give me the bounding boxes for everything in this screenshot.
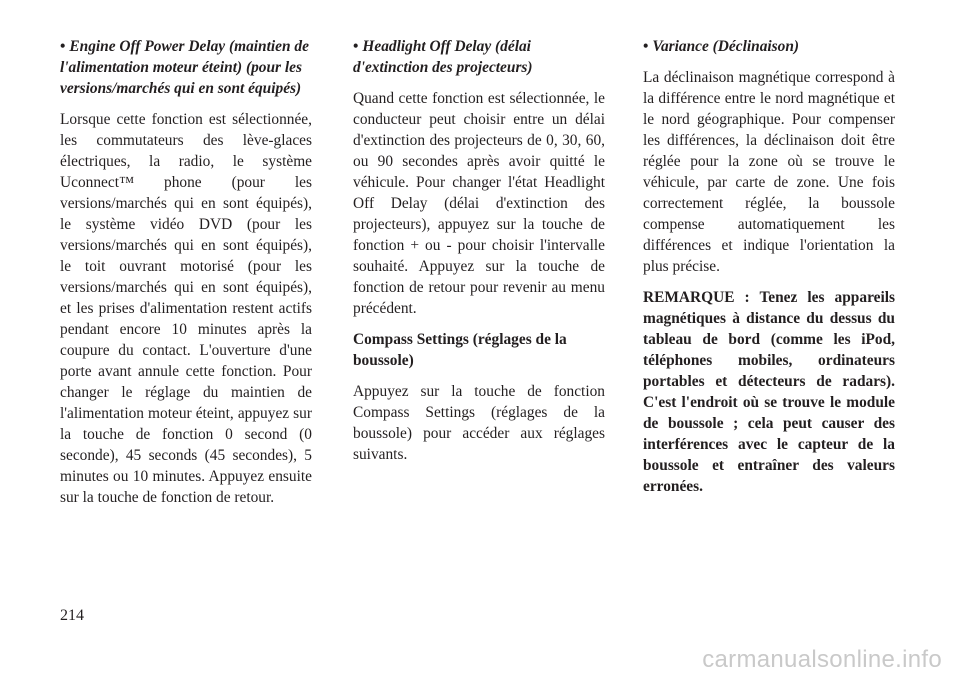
column-2 (353, 36, 605, 475)
section-heading-variance (643, 36, 895, 57)
heading-text: Variance (Déclinaison) (652, 38, 800, 55)
section-heading-compass-settings: Compass Settings (réglages de la boussole) (353, 331, 567, 369)
body-paragraph: Appuyez sur la touche de fonction Compass Settings (réglages de la boussole) pour accéder aux réglages suivants. (353, 383, 605, 463)
bullet-icon: • (643, 38, 649, 55)
heading-text: Engine Off Power Delay (maintien de l'alimentation moteur éteint) (pour les versions/marchés qui en sont équipés) (60, 38, 309, 97)
body-paragraph: La déclinaison magnétique correspond à la différence entre le nord magnétique et le nord géographique. Pour compenser les différences, la déclinaison doit être réglée pour la zone où se trouve le véhicule, par carte de zone. Une fois correctement réglée, la boussole compense automatiquement les différences et indique l'orientation la plus précise. (643, 69, 895, 275)
column-1 (60, 36, 312, 518)
column-3 (643, 36, 895, 497)
page-number: 214 (60, 607, 84, 624)
bullet-icon: • (60, 38, 66, 55)
section-heading-headlight-off-delay (353, 36, 605, 78)
body-paragraph: Lorsque cette fonction est sélectionnée, les commutateurs des lève-glaces électriques, la radio, le système Uconnect™ phone (pour les versions/marchés qui en sont équipés), le système vidéo DVD (pour les versions/marchés qui en sont équipés), le toit ouvrant motorisé (pour les versions/marchés qui en sont équipés), et les prises d'alimentation restent actifs pendant encore 10 minutes après la coupure du contact. L'ouverture d'une porte avant annule cette fonction. Pour changer le réglage du maintien de l'alimentation moteur éteint, appuyez sur la touche de fonction 0 second (0 seconde), 45 seconds (45 secondes), 5 minutes ou 10 minutes. Appuyez ensuite sur la touche de fonction de retour. (60, 111, 312, 506)
bullet-icon: • (353, 38, 359, 55)
note-paragraph: REMARQUE : Tenez les appareils magnétiques à distance du dessus du tableau de bord (comme les iPod, téléphones mobiles, ordinateurs portables et détecteurs de radars). C'est l'endroit où se trouve le module de boussole ; cela peut causer des interférences avec le capteur de la boussole et entraîner des valeurs erronées. (643, 289, 895, 495)
heading-text: Headlight Off Delay (délai d'extinction des projecteurs) (353, 38, 533, 76)
watermark: carmanualsonline.info (702, 646, 942, 673)
body-paragraph: Quand cette fonction est sélectionnée, le conducteur peut choisir entre un délai d'extinction des projecteurs de 0, 30, 60, ou 90 secondes après avoir quitté le véhicule. Pour changer l'état Headlight Off Delay (délai d'extinction des projecteurs), appuyez sur la touche de fonction + ou - pour choisir l'intervalle souhaité. Appuyez sur la touche de fonction de retour pour revenir au menu précédent. (353, 90, 605, 317)
section-heading-engine-off-power-delay (60, 36, 312, 99)
